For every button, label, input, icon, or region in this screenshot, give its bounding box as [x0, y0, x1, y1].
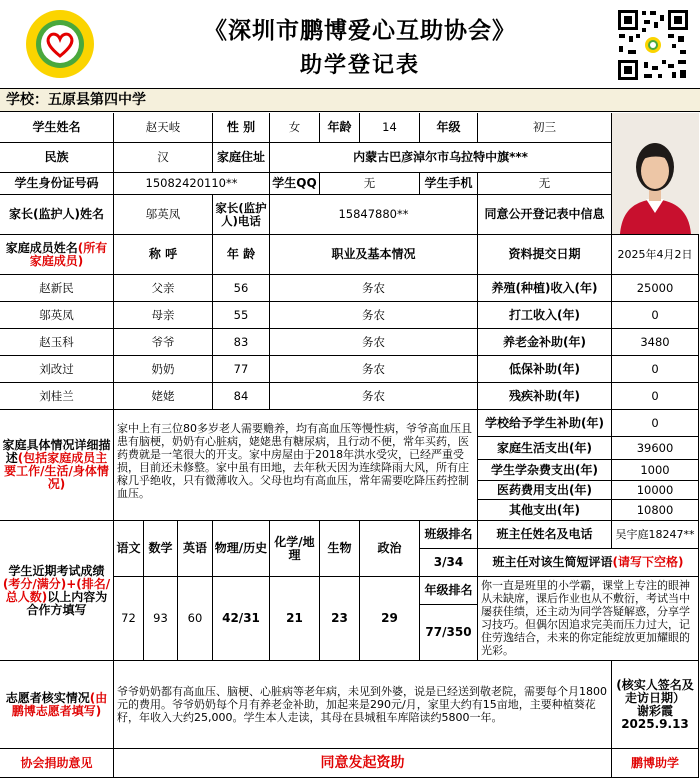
student-name-label: 学生姓名: [0, 113, 114, 143]
income-label: 养殖(种植)收入(年): [478, 275, 612, 302]
member-relation: 父亲: [114, 275, 213, 302]
income-value: 39600: [612, 437, 699, 460]
grade-value: 初三: [478, 113, 612, 143]
member-age: 77: [213, 356, 270, 383]
family-members-header: 家庭成员姓名(所有家庭成员): [0, 235, 114, 275]
member-job: 务农: [270, 383, 478, 410]
guardian-phone: 15847880**: [270, 195, 478, 235]
form-title: 《深圳市鹏博爱心互助协会》: [204, 17, 516, 44]
class-rank-label: 班级排名: [420, 521, 478, 549]
subject-header: 政治: [360, 521, 420, 577]
income-value: 1000: [612, 460, 699, 481]
situation-label: 家庭具体情况详细描述(包括家庭成员主要工作/生活/身体情况): [0, 410, 114, 521]
income-label: 家庭生活支出(年): [478, 437, 612, 460]
subject-score: 72: [114, 577, 144, 661]
subject-header: 物理/历史: [213, 521, 270, 577]
income-value: 0: [612, 410, 699, 437]
id-value: 15082420110**: [114, 173, 270, 195]
income-value: 3480: [612, 329, 699, 356]
member-relation: 姥姥: [114, 383, 213, 410]
member-job: 务农: [270, 275, 478, 302]
volunteer-sign: [612, 661, 699, 749]
relation-header: 称 呼: [114, 235, 213, 275]
member-age: 84: [213, 383, 270, 410]
income-value: 10800: [612, 500, 699, 521]
subject-header: 化学/地理: [270, 521, 320, 577]
subject-score: 93: [144, 577, 178, 661]
subject-header: 数学: [144, 521, 178, 577]
subject-score: 21: [270, 577, 320, 661]
member-job: 务农: [270, 329, 478, 356]
comment-label: 班主任对该生简短评语(请写下空格): [478, 549, 699, 577]
grade-label: 年级: [420, 113, 478, 143]
guardian-phone-label: 家长(监护人)电话: [213, 195, 270, 235]
age-value: 14: [360, 113, 420, 143]
consent-label: 同意公开登记表中信息: [478, 195, 612, 235]
age-label: 年龄: [320, 113, 360, 143]
submit-date: 2025年4月2日: [612, 235, 699, 275]
sign-label: (核实人签名及走访日期）: [616, 677, 694, 705]
phone-label: 学生手机: [420, 173, 478, 195]
subject-score: 29: [360, 577, 420, 661]
situation-text: 家中上有三位80多岁老人需要赡养，均有高血压等慢性病，爷爷高血压且患有脑梗，奶奶有心脏病，姥姥患有糖尿病，且行动不便，常年买药，医药费就是一笔很大的开支。家中房屋由于2018年洪水受灾，已经严重受损，目前还未修整。家中虽有田地，去年秋天因为连续降雨大风，所有庄稼几乎绝收，只有微薄收入。父母也均有高血压，常年需要吃降压药控制血压。: [114, 410, 478, 521]
grade-rank: 77/350: [420, 605, 478, 661]
income-label: 医药费用支出(年): [478, 481, 612, 500]
income-value: 10000: [612, 481, 699, 500]
income-label: 养老金补助(年): [478, 329, 612, 356]
income-value: 0: [612, 383, 699, 410]
income-value: 0: [612, 302, 699, 329]
form-subtitle: 助学登记表: [299, 52, 420, 78]
ethnicity-label: 民族: [0, 143, 114, 173]
subject-header: 英语: [178, 521, 213, 577]
member-name: 刘桂兰: [0, 383, 114, 410]
qq-label: 学生QQ: [270, 173, 320, 195]
income-label: 学校给予学生补助(年): [478, 410, 612, 437]
teacher-value: 吴宇庭18247**: [612, 521, 699, 549]
income-label: 低保补助(年): [478, 356, 612, 383]
teacher-label: 班主任姓名及电话: [478, 521, 612, 549]
volunteer-label: 志愿者核实情况(由鹏博志愿者填写): [0, 661, 114, 749]
teacher-comment: 你一直是班里的小学霸，课堂上专注的眼神从未缺席，课后作业也从不敷衍，考试当中屡获佳绩，还主动为同学答疑解惑，分享学习技巧。但偶尔因追求完美而压力过大，记住劳逸结合，未来的你定能绽放更加耀眼的光彩。: [478, 577, 699, 661]
member-relation: 奶奶: [114, 356, 213, 383]
student-portrait-icon: [612, 113, 699, 234]
member-name: 邬英凤: [0, 302, 114, 329]
grade-rank-label: 年级排名: [420, 577, 478, 605]
member-relation: 爷爷: [114, 329, 213, 356]
gender-value: 女: [270, 113, 320, 143]
member-name: 刘改过: [0, 356, 114, 383]
id-label: 学生身份证号码: [0, 173, 114, 195]
exam-label: 学生近期考试成绩(考分/满分)+(排名/总人数)以上内容为合作方填写: [0, 521, 114, 661]
income-label: 打工收入(年): [478, 302, 612, 329]
sign-date: 2025.9.13: [621, 716, 689, 731]
guardian-name-label: 家长(监护人)姓名: [0, 195, 114, 235]
member-relation: 母亲: [114, 302, 213, 329]
address-value: 内蒙古巴彦淖尔市乌拉特中旗***: [270, 143, 612, 173]
association-logo: [24, 8, 96, 80]
subject-score: 42/31: [213, 577, 270, 661]
school-bar: [0, 88, 700, 112]
income-value: 0: [612, 356, 699, 383]
submit-date-label: 资料提交日期: [478, 235, 612, 275]
class-rank: 3/34: [420, 549, 478, 577]
phone-value: 无: [478, 173, 612, 195]
student-name: 赵天岐: [114, 113, 213, 143]
income-label: 学生学杂费支出(年): [478, 460, 612, 481]
volunteer-text: 爷爷奶奶都有高血压、脑梗、心脏病等老年病，未见到外婆，说是已经送到敬老院，需要每个月1800元的费用。爷爷奶奶每个月有养老金补助，加起来是290元/月，家里大约有15亩地，主要种植葵花籽，年收入大约25,000。学生本人走读，其母在县城租车库陪读约5800一年。: [114, 661, 612, 749]
qq-value: 无: [320, 173, 420, 195]
signer-name: 谢彩霞: [636, 703, 673, 718]
subject-header: 语文: [114, 521, 144, 577]
guardian-name: 邬英凤: [114, 195, 213, 235]
address-label: 家庭住址: [213, 143, 270, 173]
student-photo: [612, 113, 699, 235]
opinion-value: 同意发起资助: [114, 749, 612, 778]
ethnicity-value: 汉: [114, 143, 213, 173]
subject-header: 生物: [320, 521, 360, 577]
member-job: 务农: [270, 356, 478, 383]
income-value: 25000: [612, 275, 699, 302]
helper-name: 鹏博助学: [612, 749, 699, 778]
member-job: 务农: [270, 302, 478, 329]
member-age: 83: [213, 329, 270, 356]
header: [0, 0, 700, 88]
qr-code-icon: [616, 8, 690, 82]
school-label: 学校：: [6, 92, 48, 108]
age-header: 年 龄: [213, 235, 270, 275]
income-label: 其他支出(年): [478, 500, 612, 521]
member-name: 赵新民: [0, 275, 114, 302]
school-name: 五原县第四中学: [48, 92, 146, 108]
member-age: 55: [213, 302, 270, 329]
opinion-label: 协会捐助意见: [0, 749, 114, 778]
member-age: 56: [213, 275, 270, 302]
gender-label: 性 别: [213, 113, 270, 143]
job-header: 职业及基本情况: [270, 235, 478, 275]
income-label: 残疾补助(年): [478, 383, 612, 410]
subject-score: 23: [320, 577, 360, 661]
subject-score: 60: [178, 577, 213, 661]
member-name: 赵玉科: [0, 329, 114, 356]
